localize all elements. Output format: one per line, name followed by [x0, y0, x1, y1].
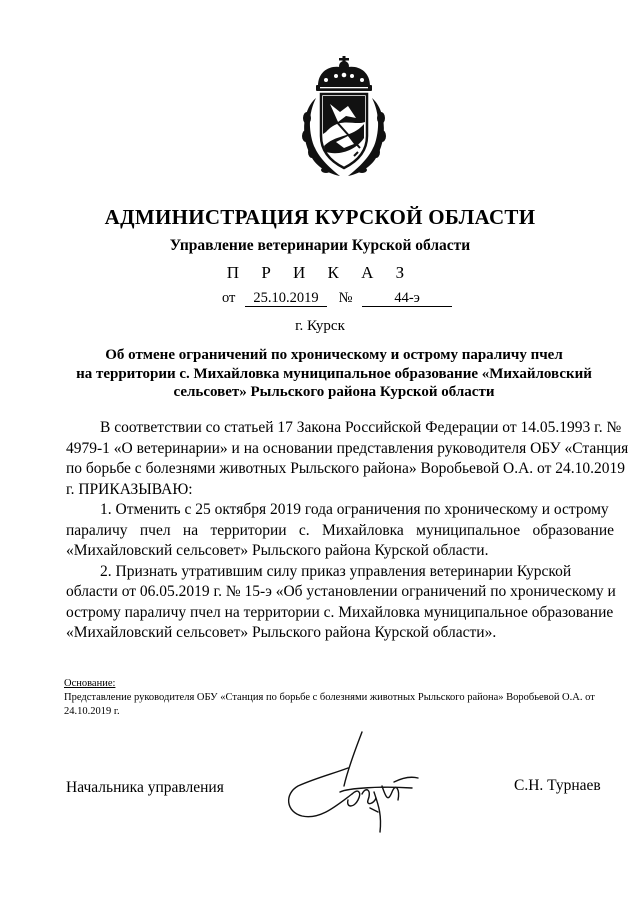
- body-line: «Михайловский сельсовет» Рыльского района Курской области».: [66, 624, 497, 641]
- department-title: Управление ветеринарии Курской области: [169, 237, 471, 254]
- body-line: области от 06.05.2019 г. № 15-э «Об установлении ограничений по хроническому и: [66, 583, 616, 600]
- signatory-position: Начальника управления: [66, 779, 224, 796]
- coat-of-arms-icon: [296, 52, 392, 180]
- subject-line: сельсовет» Рыльского района Курской области: [173, 384, 495, 400]
- body-line: В соответствии со статьей 17 Закона Российской Федерации от 14.05.1993 г. №: [100, 419, 622, 436]
- body-line: 4979-1 «О ветеринарии» и на основании представления руководителя ОБУ «Станция: [66, 439, 629, 457]
- organization-title: АДМИНИСТРАЦИЯ КУРСКОЙ ОБЛАСТИ: [104, 205, 536, 229]
- body-line: параличу пчел на территории с. Михайловка муниципальное образование: [66, 521, 614, 539]
- signatory-name: С.Н. Турнаев: [514, 777, 601, 794]
- order-subject: [64, 346, 604, 402]
- basis-label: Основание:: [64, 678, 116, 689]
- body-line: острому параличу пчел на территории с. Михайловка муниципальное образование: [66, 603, 614, 621]
- order-heading: П Р И К А З: [226, 263, 414, 282]
- order-number: 44-э: [362, 291, 452, 307]
- order-date-number-line: [222, 290, 452, 307]
- order-item-1: 1. Отменить с 25 октября 2019 года ограничения по хроническому и острому: [100, 501, 609, 518]
- order-number-label: №: [338, 290, 353, 306]
- order-body: [66, 418, 629, 644]
- order-date: 25.10.2019: [245, 291, 327, 307]
- basis-text: Представление руководителя ОБУ «Станция по борьбе с болезнями животных Рыльского района» Воробьевой О.А. от 24.10.2019 г.: [64, 692, 595, 717]
- subject-line: Об отмене ограничений по хроническому и острому параличу пчел: [105, 347, 563, 363]
- body-line: «Михайловский сельсовет» Рыльского района Курской области.: [66, 542, 489, 559]
- order-city: г. Курск: [295, 318, 345, 334]
- body-line: по борьбе с болезнями животных Рыльского района» Воробьевой О.А. от 24.10.2019: [66, 460, 625, 477]
- subject-line: на территории с. Михайловка муниципальное образование «Михайловский: [76, 365, 592, 382]
- order-basis: [64, 677, 616, 719]
- signature-icon: [282, 728, 432, 838]
- body-line: г. ПРИКАЗЫВАЮ:: [66, 480, 193, 498]
- order-item-2: 2. Признать утратившим силу приказ управления ветеринарии Курской: [100, 562, 572, 580]
- order-from-label: от: [222, 290, 236, 306]
